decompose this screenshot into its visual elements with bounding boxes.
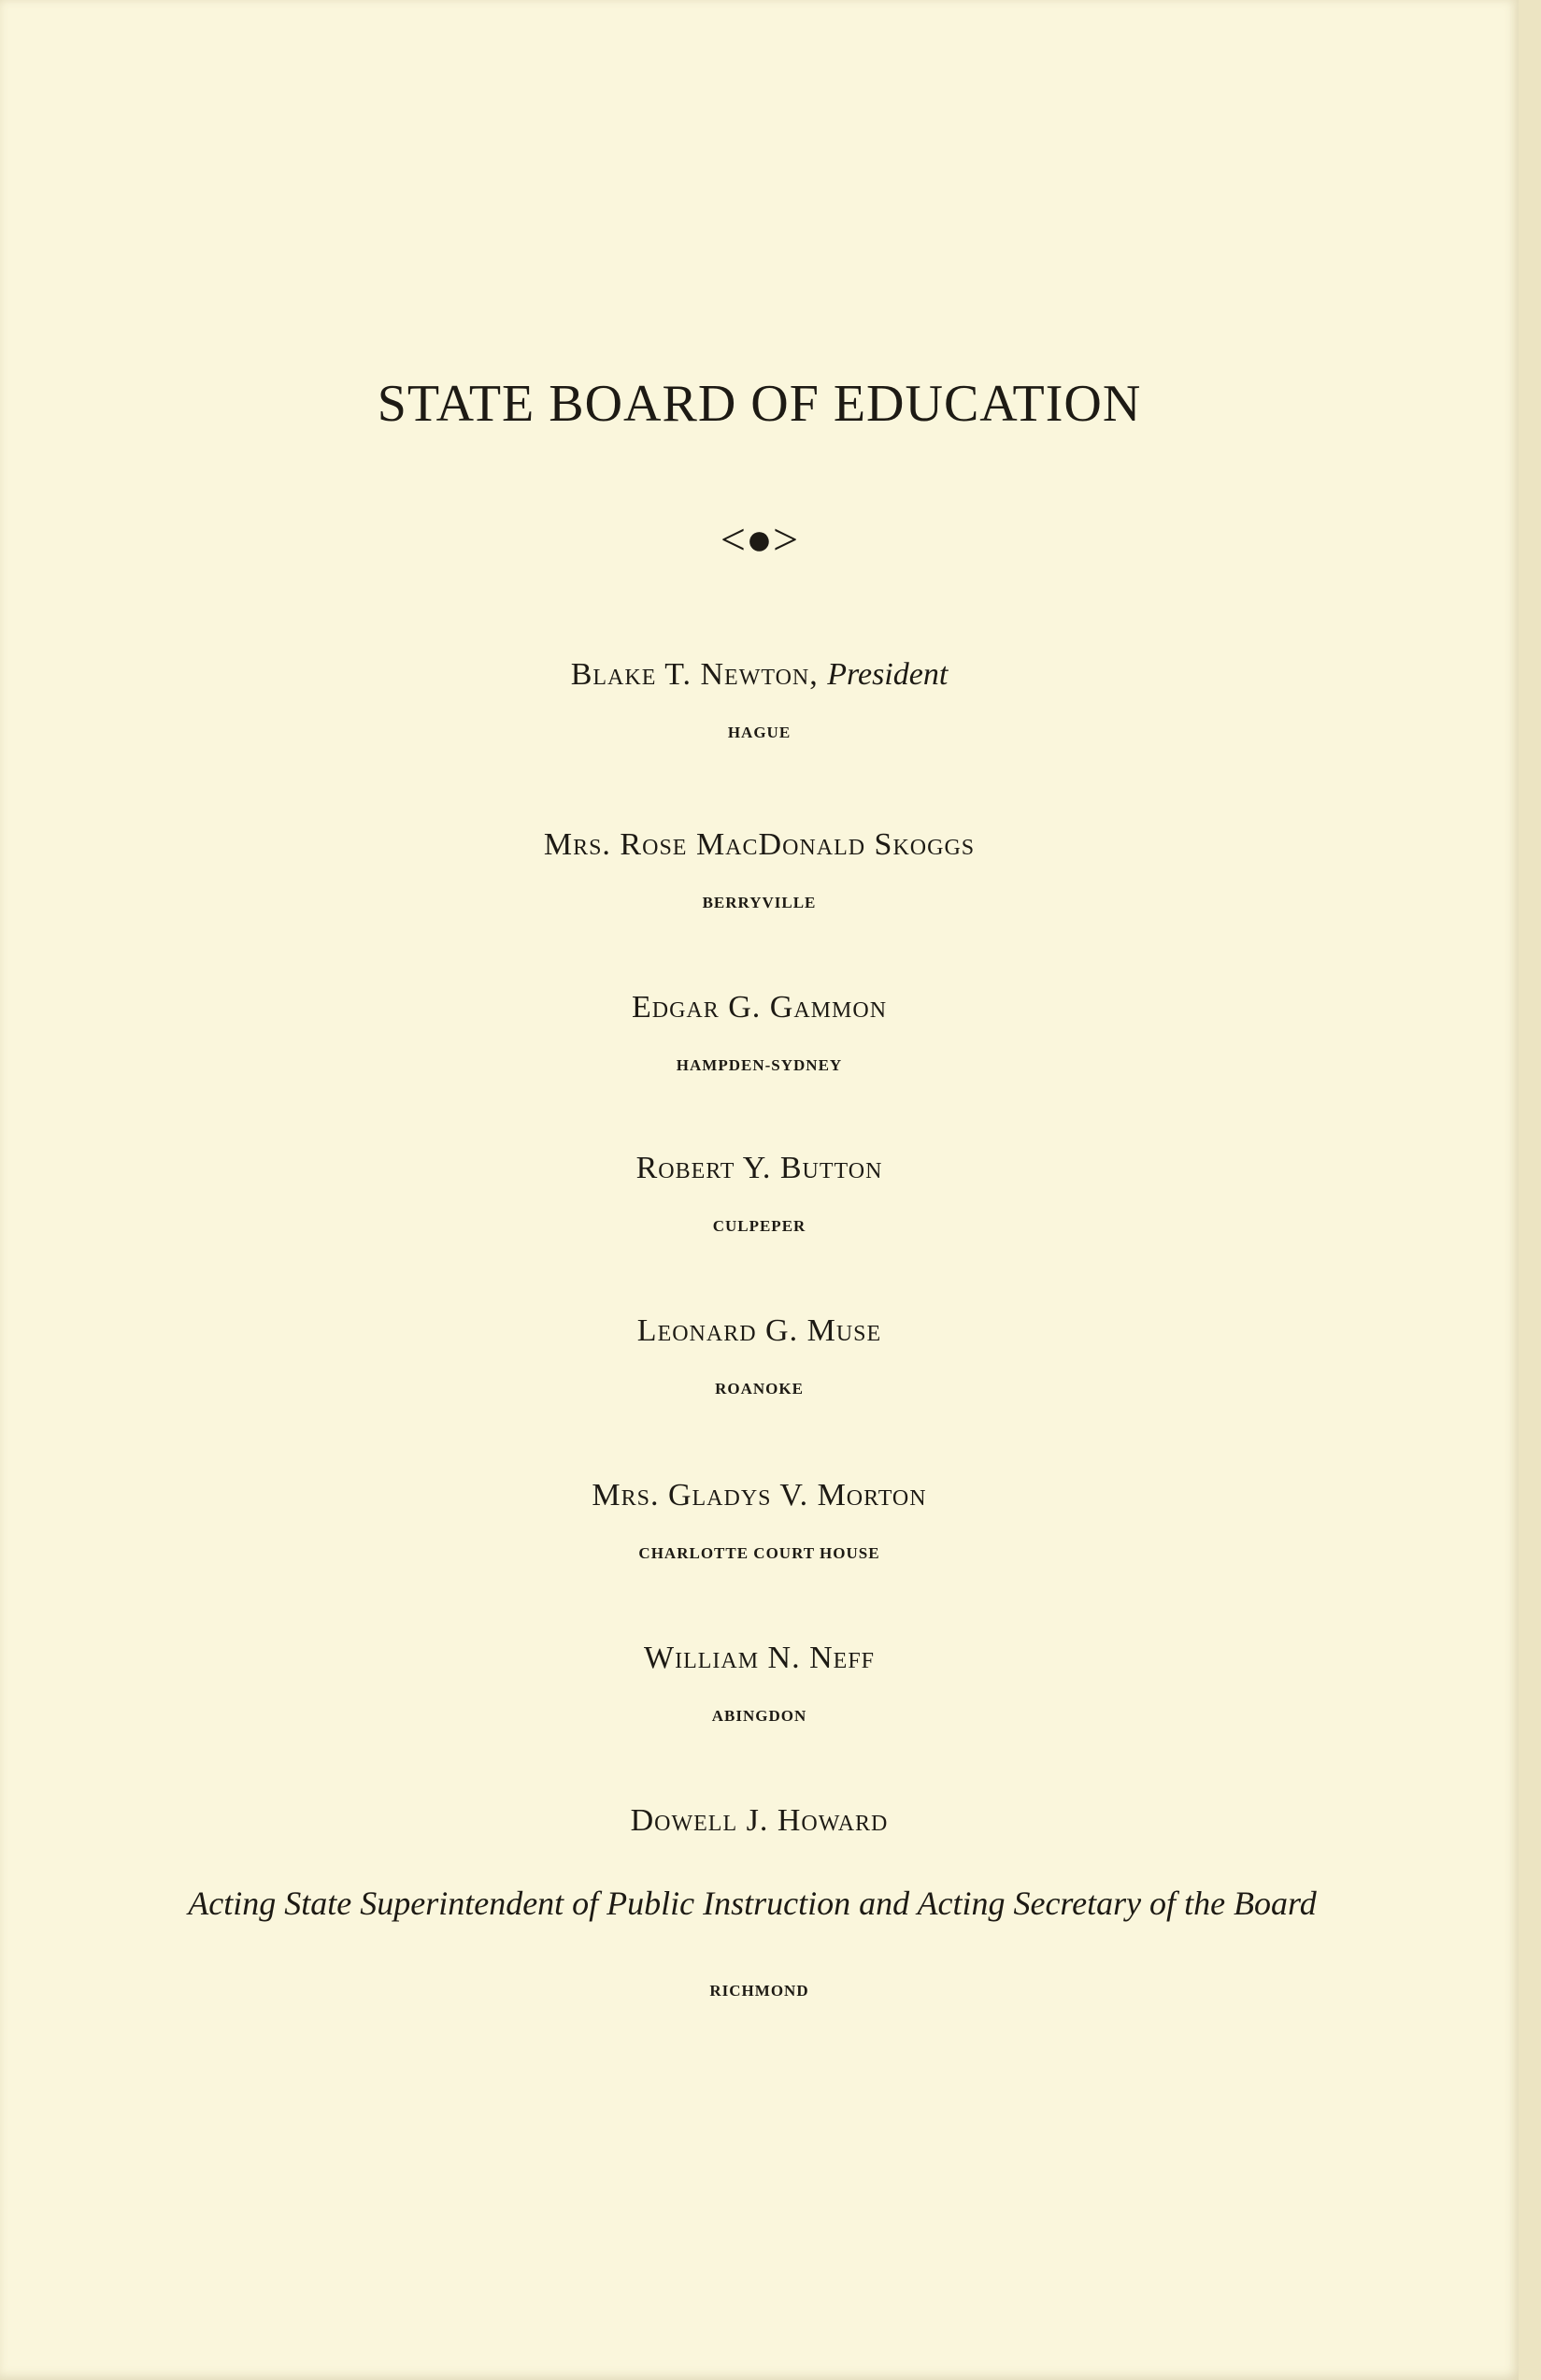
member-town: HAMPDEN-SYDNEY xyxy=(676,1056,843,1074)
member-name: William N. Neff xyxy=(643,1641,876,1675)
board-member xyxy=(0,1800,1519,1842)
board-member xyxy=(0,1148,1519,1238)
member-town: CHARLOTTE COURT HOUSE xyxy=(638,1544,880,1562)
member-name: Blake T. Newton, President xyxy=(570,657,949,692)
page-edge xyxy=(1519,0,1541,2380)
board-member xyxy=(0,1311,1519,1400)
member-town: RICHMOND xyxy=(709,1982,809,2000)
member-title: President xyxy=(827,657,949,692)
member-town: BERRYVILLE xyxy=(702,894,817,911)
board-member xyxy=(0,987,1519,1077)
member-name: Edgar G. Gammon xyxy=(631,990,888,1025)
member-role: Acting State Superintendent of Public Instruction and Acting Secretary of the Board xyxy=(188,1885,1317,1922)
member-name: Mrs. Gladys V. Morton xyxy=(592,1478,927,1513)
board-member xyxy=(0,654,1519,744)
board-member xyxy=(0,824,1519,914)
page-title: STATE BOARD OF EDUCATION xyxy=(377,375,1142,433)
member-name: Leonard G. Muse xyxy=(636,1313,882,1348)
ornament-divider: <●> xyxy=(720,515,799,565)
member-town: CULPEPER xyxy=(712,1217,806,1235)
board-member xyxy=(0,1475,1519,1565)
board-member xyxy=(0,1638,1519,1728)
member-name-text: Blake T. Newton xyxy=(570,657,810,692)
member-name: Dowell J. Howard xyxy=(630,1803,889,1838)
member-town: ABINGDON xyxy=(711,1707,807,1725)
member-town: ROANOKE xyxy=(715,1380,804,1398)
member-name: Robert Y. Button xyxy=(635,1151,883,1185)
member-town: HAGUE xyxy=(727,724,792,741)
member-name: Mrs. Rose MacDonald Skoggs xyxy=(543,827,976,862)
